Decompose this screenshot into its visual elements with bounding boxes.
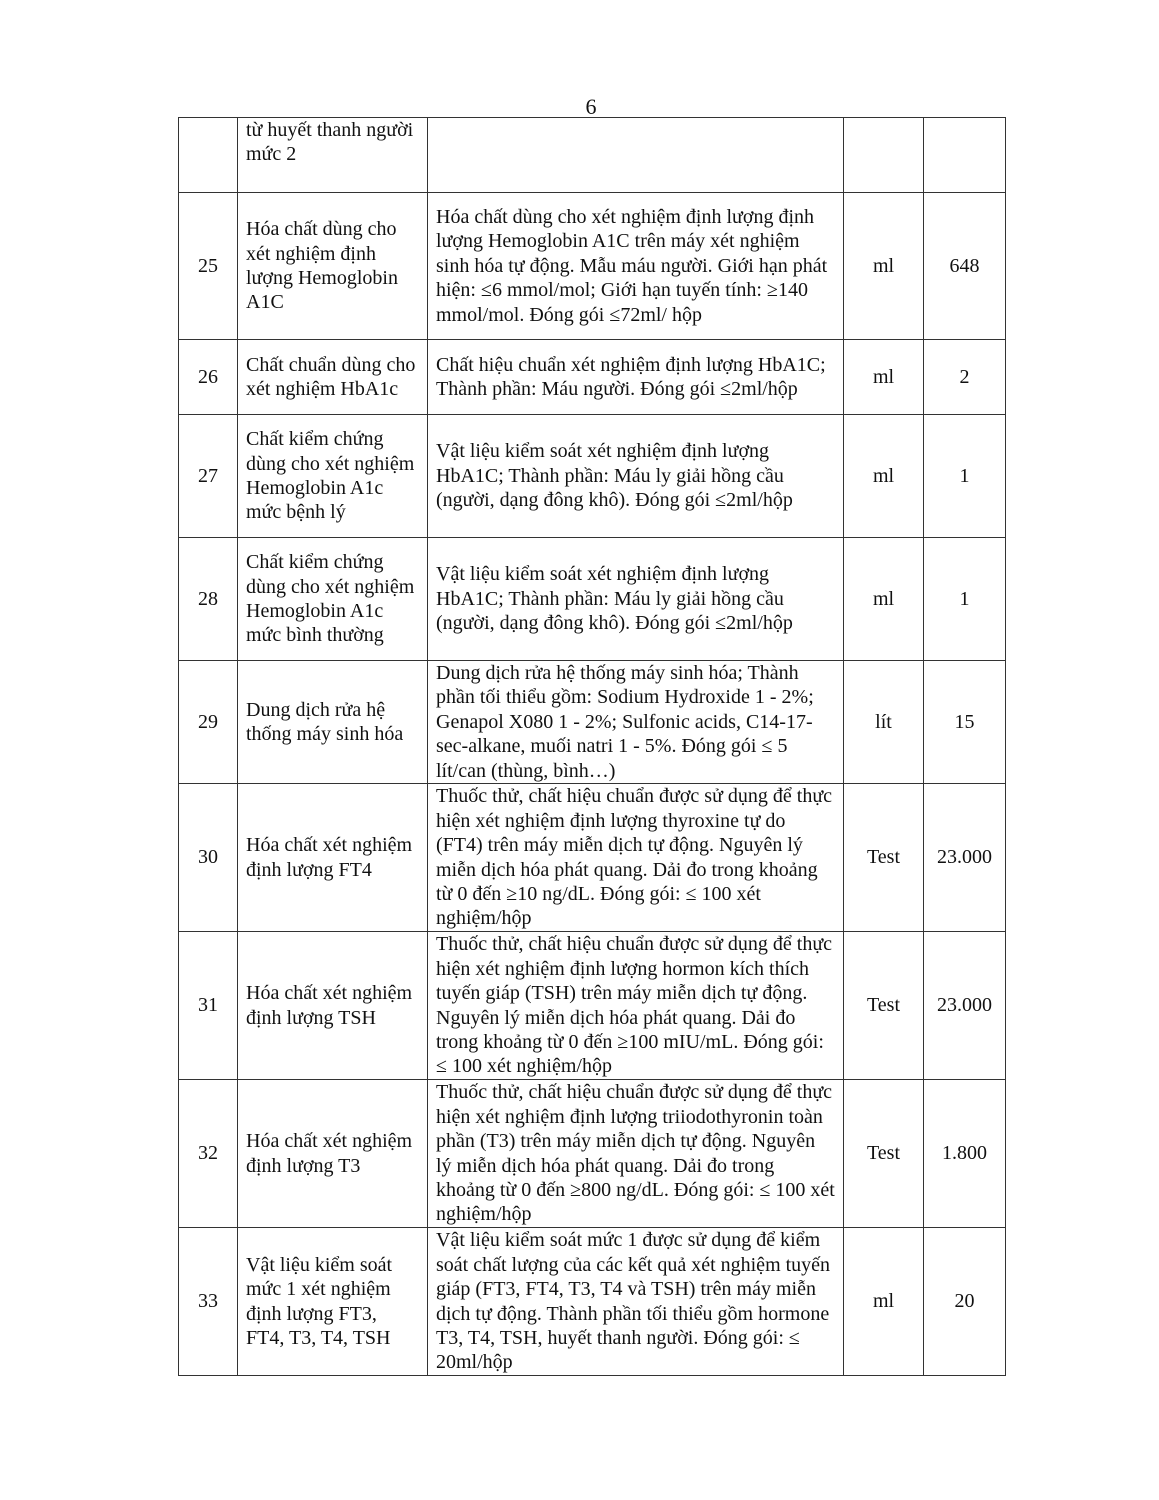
- item-number: 27: [179, 415, 238, 538]
- table-row: [179, 932, 1006, 1080]
- item-specification: [428, 118, 844, 193]
- item-specification: Thuốc thử, chất hiệu chuẩn được sử dụng để thực hiện xét nghiệm định lượng triiodothyronin toàn phần (T3) trên máy miễn dịch tự động. Nguyên lý miễn dịch hóa phát quang. Dải đo trong khoảng từ 0 đến ≥800 ng/dL. Đóng gói: ≤ 100 xét nghiệm/hộp: [428, 1080, 844, 1228]
- item-unit: ml: [844, 415, 924, 538]
- item-name: Hóa chất xét nghiệm định lượng T3: [238, 1080, 428, 1228]
- item-quantity: 1.800: [924, 1080, 1006, 1228]
- item-name: từ huyết thanh người mức 2: [238, 118, 428, 193]
- item-name: Hóa chất xét nghiệm định lượng TSH: [238, 932, 428, 1080]
- item-specification: Thuốc thử, chất hiệu chuẩn được sử dụng để thực hiện xét nghiệm định lượng hormon kích thích tuyến giáp (TSH) trên máy miễn dịch tự động. Nguyên lý miễn dịch hóa phát quang. Dải đo trong khoảng từ 0 đến ≥100 mIU/mL. Đóng gói: ≤ 100 xét nghiệm/hộp: [428, 932, 844, 1080]
- item-quantity: 648: [924, 193, 1006, 340]
- item-unit: ml: [844, 193, 924, 340]
- item-specification: Chất hiệu chuẩn xét nghiệm định lượng HbA1C; Thành phần: Máu người. Đóng gói ≤2ml/hộp: [428, 340, 844, 415]
- specification-table: [178, 117, 1006, 1376]
- item-quantity: 23.000: [924, 784, 1006, 932]
- item-unit: ml: [844, 1228, 924, 1376]
- table-row: [179, 340, 1006, 415]
- item-name: Chất kiểm chứng dùng cho xét nghiệm Hemoglobin A1c mức bệnh lý: [238, 415, 428, 538]
- table-row: [179, 118, 1006, 193]
- item-name: Vật liệu kiểm soát mức 1 xét nghiệm định lượng FT3, FT4, T3, T4, TSH: [238, 1228, 428, 1376]
- item-number: 32: [179, 1080, 238, 1228]
- item-quantity: 1: [924, 415, 1006, 538]
- item-specification: Vật liệu kiểm soát mức 1 được sử dụng để kiểm soát chất lượng của các kết quả xét nghiệm tuyến giáp (FT3, FT4, T3, T4 và TSH) trên máy miễn dịch tự động. Thành phần tối thiểu gồm hormone T3, T4, TSH, huyết thanh người. Đóng gói: ≤ 20ml/hộp: [428, 1228, 844, 1376]
- item-name: Dung dịch rửa hệ thống máy sinh hóa: [238, 661, 428, 784]
- item-name: Hóa chất xét nghiệm định lượng FT4: [238, 784, 428, 932]
- item-specification: Dung dịch rửa hệ thống máy sinh hóa; Thành phần tối thiểu gồm: Sodium Hydroxide 1 - 2%; Genapol X080 1 - 2%; Sulfonic acids, C14-17-sec-alkane, muối natri 1 - 5%. Đóng gói ≤ 5 lít/can (thùng, bình…): [428, 661, 844, 784]
- item-quantity: 2: [924, 340, 1006, 415]
- item-number: 28: [179, 538, 238, 661]
- item-unit: Test: [844, 1080, 924, 1228]
- item-specification: Hóa chất dùng cho xét nghiệm định lượng định lượng Hemoglobin A1C trên máy xét nghiệm sinh hóa tự động. Mẫu máu người. Giới hạn phát hiện: ≤6 mmol/mol; Giới hạn tuyến tính: ≥140 mmol/mol. Đóng gói ≤72ml/ hộp: [428, 193, 844, 340]
- item-name: Chất chuẩn dùng cho xét nghiệm HbA1c: [238, 340, 428, 415]
- item-unit: [844, 118, 924, 193]
- table-row: [179, 661, 1006, 784]
- item-unit: lít: [844, 661, 924, 784]
- table-row: [179, 193, 1006, 340]
- item-name: Chất kiểm chứng dùng cho xét nghiệm Hemoglobin A1c mức bình thường: [238, 538, 428, 661]
- item-number: 26: [179, 340, 238, 415]
- item-number: 29: [179, 661, 238, 784]
- item-quantity: 15: [924, 661, 1006, 784]
- item-number: [179, 118, 238, 193]
- item-unit: Test: [844, 784, 924, 932]
- table-row: [179, 1228, 1006, 1376]
- item-specification: Thuốc thử, chất hiệu chuẩn được sử dụng để thực hiện xét nghiệm định lượng thyroxine tự do (FT4) trên máy miễn dịch tự động. Nguyên lý miễn dịch hóa phát quang. Dải đo trong khoảng từ 0 đến ≥10 ng/dL. Đóng gói: ≤ 100 xét nghiệm/hộp: [428, 784, 844, 932]
- item-unit: ml: [844, 340, 924, 415]
- item-unit: Test: [844, 932, 924, 1080]
- table-row: [179, 784, 1006, 932]
- item-unit: ml: [844, 538, 924, 661]
- item-number: 31: [179, 932, 238, 1080]
- item-number: 25: [179, 193, 238, 340]
- item-number: 33: [179, 1228, 238, 1376]
- table-row: [179, 415, 1006, 538]
- item-quantity: 23.000: [924, 932, 1006, 1080]
- item-quantity: 20: [924, 1228, 1006, 1376]
- page-number: 6: [585, 94, 597, 119]
- item-quantity: [924, 118, 1006, 193]
- item-quantity: 1: [924, 538, 1006, 661]
- item-name: Hóa chất dùng cho xét nghiệm định lượng Hemoglobin A1C: [238, 193, 428, 340]
- table-row: [179, 1080, 1006, 1228]
- table-row: [179, 538, 1006, 661]
- item-specification: Vật liệu kiểm soát xét nghiệm định lượng HbA1C; Thành phần: Máu ly giải hồng cầu (người, dạng đông khô). Đóng gói ≤2ml/hộp: [428, 415, 844, 538]
- item-number: 30: [179, 784, 238, 932]
- item-specification: Vật liệu kiểm soát xét nghiệm định lượng HbA1C; Thành phần: Máu ly giải hồng cầu (người, dạng đông khô). Đóng gói ≤2ml/hộp: [428, 538, 844, 661]
